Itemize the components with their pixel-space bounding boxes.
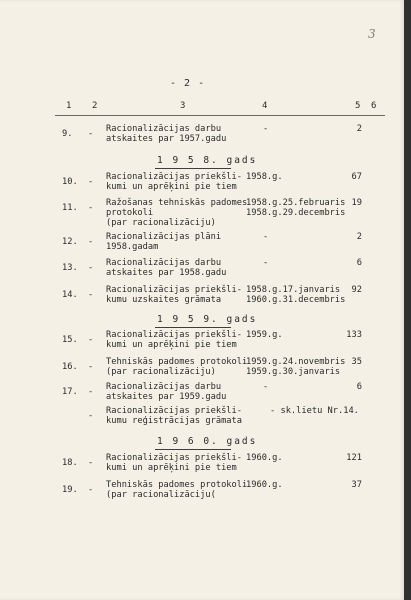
item-description-line: atskaites par 1959.gadu: [106, 392, 227, 402]
item-number: 16.: [62, 362, 78, 372]
page-header: - 2 -: [170, 78, 206, 89]
item-description-line: kumu uzskaites grāmata: [106, 295, 222, 305]
item-sheet-count: 67: [351, 172, 362, 182]
item-description-line: Racionalizācijas priekšli-: [106, 285, 242, 295]
item-description-line: Racionalizācijas priekšli-: [106, 172, 242, 182]
item-description-line: 1958.gadam: [106, 242, 159, 252]
item-number: 12.: [62, 237, 78, 247]
item-sheet-count: 35: [351, 357, 362, 367]
item-date-line: 1960.g.31.decembris: [246, 295, 346, 305]
item-date-line: 1959.g.30.janvaris: [246, 367, 341, 377]
item-description-line: (par racionalizāciju): [106, 218, 216, 228]
item-sheet-count: 6: [356, 382, 362, 392]
column-header-6: 6: [371, 101, 377, 111]
corner-page-mark: 3: [368, 27, 376, 41]
item-date-line: -: [263, 258, 269, 268]
year-heading: 1 9 5 8. gads: [157, 155, 258, 166]
item-date-line: -: [263, 232, 269, 242]
column-header-rule: [55, 115, 385, 116]
item-sheet-count: 121: [346, 453, 362, 463]
item-date-line: -: [263, 124, 269, 134]
item-number: 17.: [62, 387, 78, 397]
item-date-line: 1958.g.: [246, 172, 283, 182]
column-header-2: 2: [92, 101, 98, 111]
item-sheet-count: 92: [351, 285, 362, 295]
item-date-line: 1960.g.: [246, 480, 283, 490]
item-description-line: Ražošanas tehniskās padomes: [106, 198, 248, 208]
year-heading-underline: [155, 449, 231, 450]
item-description-line: atskaites par 1958.gadu: [106, 268, 227, 278]
item-description-line: atskaites par 1957.gadu: [106, 134, 227, 144]
item-number: 9.: [62, 129, 73, 139]
item-dash: -: [88, 237, 94, 247]
item-sheet-count: 2: [356, 124, 362, 134]
item-number: 11.: [62, 203, 78, 213]
year-heading-underline: [155, 168, 231, 169]
item-dash: -: [88, 263, 94, 273]
item-description-line: kumu reģistrācijas grāmata: [106, 416, 242, 426]
item-dash: -: [88, 290, 94, 300]
item-dash: -: [88, 458, 94, 468]
item-date-line: -: [263, 382, 269, 392]
item-date-line: 1960.g.: [246, 453, 283, 463]
item-description-line: protokoli: [106, 208, 154, 218]
item-number: 18.: [62, 458, 78, 468]
item-description-line: Tehniskās padomes protokoli: [106, 357, 248, 367]
item-description-line: (par racionalizāciju(: [106, 490, 216, 500]
item-dash: -: [88, 129, 94, 139]
item-description-line: Racionalizācijas plāni: [106, 232, 222, 242]
item-dash: -: [88, 177, 94, 187]
year-heading: 1 9 5 9. gads: [157, 314, 258, 325]
year-heading-underline: [155, 327, 231, 328]
item-dash: -: [88, 411, 94, 421]
item-number: 15.: [62, 335, 78, 345]
item-description-line: kumi un aprēķini pie tiem: [106, 182, 237, 192]
item-dash: -: [88, 203, 94, 213]
item-sheet-count: 2: [356, 232, 362, 242]
item-dash: -: [88, 335, 94, 345]
column-header-5: 5: [355, 101, 361, 111]
item-number: 13.: [62, 263, 78, 273]
item-date-line: 1959.g.24.novembris: [246, 357, 346, 367]
item-date-line: 1958.g.17.janvaris: [246, 285, 341, 295]
item-sheet-count: 6: [356, 258, 362, 268]
item-description-line: kumi un aprēķini pie tiem: [106, 463, 237, 473]
column-header-3: 3: [180, 101, 186, 111]
item-description-line: Racionalizācijas darbu: [106, 258, 222, 268]
item-date-line: 1958.g.29.decembris: [246, 208, 346, 218]
item-date-line: 1959.g.: [246, 330, 283, 340]
page-edge: [404, 0, 411, 600]
item-date-line: 1958.g.25.februaris: [246, 198, 346, 208]
item-description-line: Tehniskās padomes protokoli: [106, 480, 248, 490]
item-number: 14.: [62, 290, 78, 300]
item-number: 19.: [62, 485, 78, 495]
column-header-1: 1: [66, 101, 72, 111]
item-date-line: - sk.lietu Nr.14.: [270, 406, 359, 416]
item-dash: -: [88, 485, 94, 495]
item-description-line: (par racionalizāciju): [106, 367, 216, 377]
item-dash: -: [88, 387, 94, 397]
item-description-line: kumi un aprēķini pie tiem: [106, 340, 237, 350]
item-sheet-count: 133: [346, 330, 362, 340]
item-sheet-count: 19: [351, 198, 362, 208]
item-description-line: Racionalizācijas priekšli-: [106, 453, 242, 463]
year-heading: 1 9 6 0. gads: [157, 436, 258, 447]
item-number: 10.: [62, 177, 78, 187]
item-sheet-count: 37: [351, 480, 362, 490]
item-description-line: Racionalizācijas priekšli-: [106, 406, 242, 416]
item-description-line: Racionalizācijas priekšli-: [106, 330, 242, 340]
item-description-line: Racionalizācijas darbu: [106, 124, 222, 134]
column-header-4: 4: [262, 101, 268, 111]
item-description-line: Racionalizācijas darbu: [106, 382, 222, 392]
item-dash: -: [88, 362, 94, 372]
